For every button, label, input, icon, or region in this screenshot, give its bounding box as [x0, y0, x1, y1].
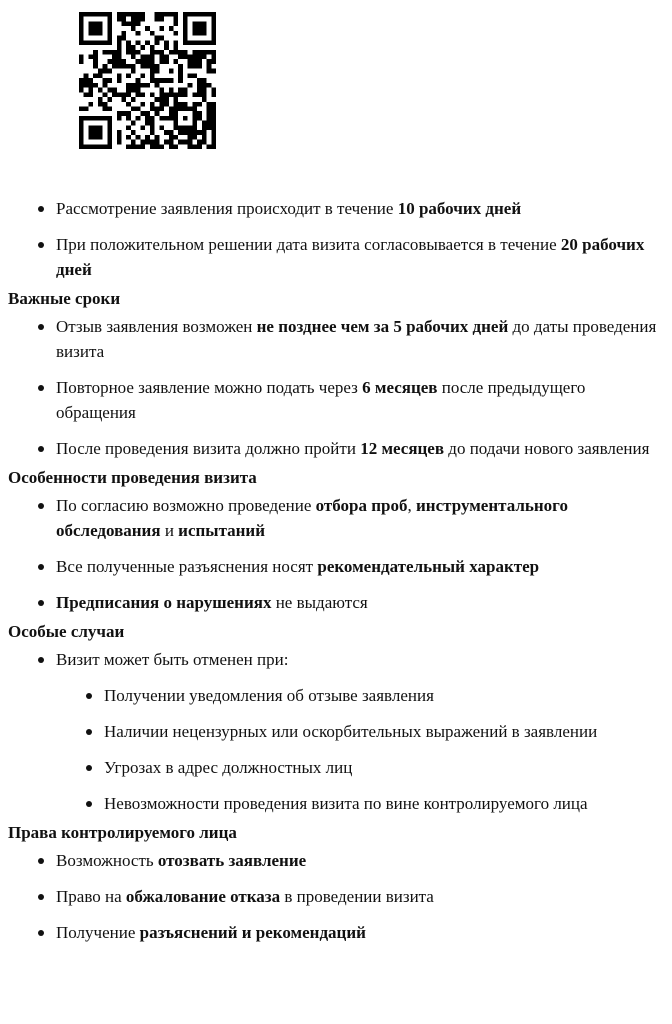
- text: Возможность: [56, 851, 158, 870]
- section-heading: Особые случаи: [8, 622, 125, 641]
- text: Рассмотрение заявления происходит в течение: [56, 199, 398, 218]
- text: после предыдущего обращения: [56, 378, 586, 422]
- list-item: [0, 196, 672, 221]
- text: Повторное заявление можно подать через: [56, 378, 363, 397]
- list-item: [0, 375, 672, 425]
- list-item: [0, 232, 672, 282]
- intro-list: [0, 196, 672, 282]
- list-item: [0, 436, 672, 461]
- text: ,: [407, 496, 417, 515]
- list-item: [0, 920, 672, 945]
- section-list: [0, 314, 672, 461]
- sub-list-item: Наличии нецензурных или оскорбительных выражений в заявлении: [0, 719, 672, 744]
- text: в проведении визита: [280, 887, 434, 906]
- section-list: [0, 848, 672, 945]
- text: до даты проведения визита: [56, 317, 657, 361]
- list-item: [0, 647, 672, 672]
- bold-text: отбора проб: [315, 496, 408, 515]
- bold-text: 12 месяцев: [360, 439, 445, 458]
- section-heading: Особенности проведения визита: [8, 468, 257, 487]
- text: Отзыв заявления возможен: [56, 317, 257, 336]
- bold-text: разъяснений и рекомендаций: [139, 923, 366, 942]
- section-list: [0, 493, 672, 615]
- list-item: [0, 493, 672, 543]
- sub-list: [0, 683, 672, 816]
- text: Визит может быть отменен при:: [56, 650, 289, 669]
- list-item: [0, 554, 672, 579]
- list-item: [0, 848, 672, 873]
- qr-code-icon: [79, 12, 216, 149]
- sub-list-item: Получении уведомления об отзыве заявления: [0, 683, 672, 708]
- section-heading: Важные сроки: [8, 289, 121, 308]
- section-list: [0, 647, 672, 816]
- text: не выдаются: [271, 593, 368, 612]
- text: После проведения визита должно пройти: [56, 439, 361, 458]
- bold-text: Предписания о нарушениях: [56, 593, 272, 612]
- text: Все полученные разъяснения носят: [56, 557, 318, 576]
- bold-text: 6 месяцев: [362, 378, 438, 397]
- bold-text: обжалование отказа: [125, 887, 281, 906]
- text: По согласию возможно проведение: [56, 496, 316, 515]
- bold-text: не позднее чем за 5 рабочих дней: [256, 317, 509, 336]
- document-content: [0, 196, 672, 950]
- bold-text: инструментального обследования: [56, 496, 568, 540]
- list-item: [0, 590, 672, 615]
- sub-list-item: Невозможности проведения визита по вине контролируемого лица: [0, 791, 672, 816]
- text: Получение: [56, 923, 140, 942]
- bold-text: отозвать заявление: [157, 851, 307, 870]
- text: Право на: [56, 887, 126, 906]
- text: до подачи нового заявления: [444, 439, 650, 458]
- section-heading: Права контролируемого лица: [8, 823, 237, 842]
- text: При положительном решении дата визита согласовывается в течение: [56, 235, 561, 254]
- bold-text: 10 рабочих дней: [397, 199, 522, 218]
- bold-text: рекомендательный характер: [317, 557, 540, 576]
- bold-text: 20 рабочих дней: [56, 235, 645, 279]
- text: и: [160, 521, 179, 540]
- sub-list-item: Угрозах в адрес должностных лиц: [0, 755, 672, 780]
- bold-text: испытаний: [178, 521, 266, 540]
- list-item: [0, 314, 672, 364]
- list-item: [0, 884, 672, 909]
